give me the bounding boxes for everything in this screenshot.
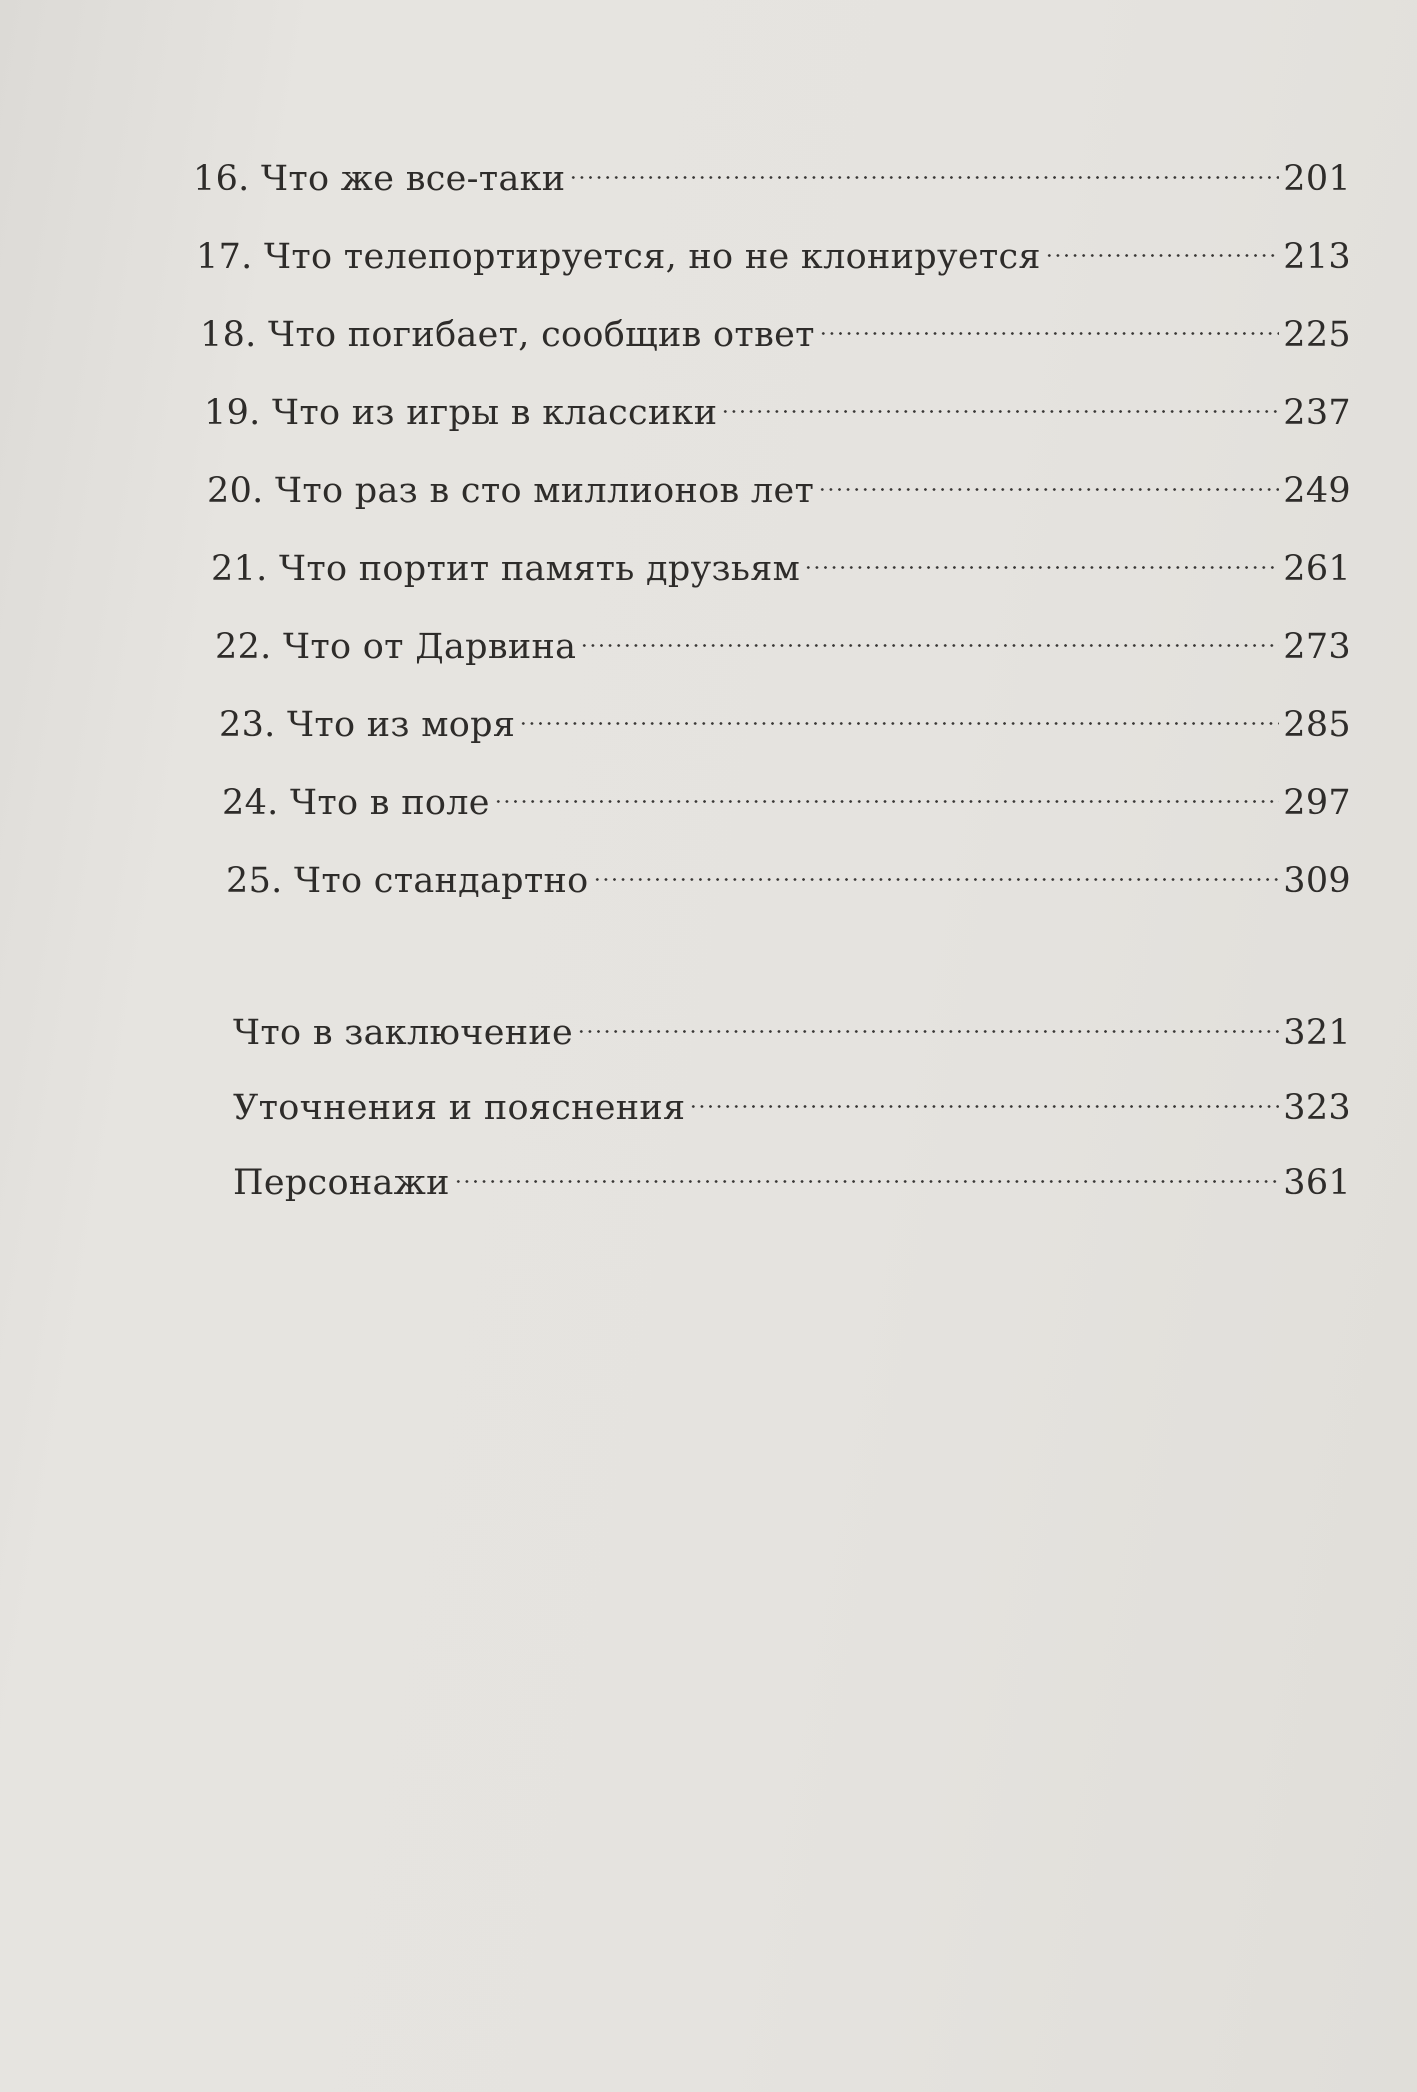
toc-entry-22 (215, 608, 1351, 667)
toc-entry-page: 261 (1283, 549, 1351, 589)
toc-entry-page: 249 (1283, 471, 1351, 511)
dot-leader (1045, 218, 1279, 268)
toc-entry-page: 213 (1283, 237, 1351, 277)
toc-entry-page: 273 (1283, 627, 1351, 667)
toc-entry-17 (196, 218, 1351, 277)
toc-entry-title: 24. Что в поле (222, 783, 490, 823)
dot-leader (819, 296, 1280, 346)
toc-entry-20 (207, 452, 1351, 511)
dot-leader (569, 140, 1279, 190)
dot-leader (593, 842, 1280, 892)
toc-entry-24 (222, 764, 1351, 823)
toc-entry-16 (193, 140, 1351, 199)
dot-leader (689, 1069, 1279, 1119)
toc-entry-page: 225 (1283, 315, 1351, 355)
toc-entry-title: 18. Что погибает, сообщив ответ (200, 315, 815, 355)
toc-entry-page: 297 (1283, 783, 1351, 823)
toc-entry-page: 309 (1283, 861, 1351, 901)
toc-entry-notes (233, 1069, 1351, 1128)
toc-entry-page: 361 (1283, 1163, 1351, 1203)
toc-entry-page: 237 (1283, 393, 1351, 433)
toc-entry-title: 16. Что же все-таки (193, 159, 566, 199)
toc-entry-title: Что в заключение (233, 1013, 573, 1053)
toc-entry-characters (233, 1144, 1351, 1203)
toc-entry-title: 22. Что от Дарвина (215, 627, 577, 667)
toc-entry-page: 285 (1283, 705, 1351, 745)
toc-entry-title: 20. Что раз в сто миллионов лет (207, 471, 815, 511)
dot-leader (580, 608, 1279, 658)
dot-leader (454, 1144, 1280, 1194)
toc-entry-page: 321 (1283, 1013, 1351, 1053)
toc-entry-title: 23. Что из моря (219, 705, 516, 745)
toc-entry-page: 323 (1283, 1088, 1351, 1128)
dot-leader (818, 452, 1279, 502)
toc-entry-19 (204, 374, 1351, 433)
toc-entry-23 (219, 686, 1351, 745)
toc-entry-21 (211, 530, 1351, 589)
toc-entry-page: 201 (1283, 159, 1351, 199)
toc-entry-title: Уточнения и пояснения (233, 1088, 686, 1128)
toc-entry-25 (226, 842, 1351, 901)
dot-leader (804, 530, 1279, 580)
toc-entry-conclusion (233, 994, 1351, 1053)
toc-entry-title: Персонажи (233, 1163, 450, 1203)
toc-entry-title: 21. Что портит память друзьям (211, 549, 801, 589)
dot-leader (577, 994, 1279, 1044)
toc-entry-18 (200, 296, 1351, 355)
dot-leader (494, 764, 1280, 814)
toc-entry-title: 19. Что из игры в классики (204, 393, 718, 433)
dot-leader (721, 374, 1279, 424)
toc-entry-title: 17. Что телепортируется, но не клонируется (196, 237, 1041, 277)
dot-leader (519, 686, 1279, 736)
toc-entry-title: 25. Что стандартно (226, 861, 589, 901)
